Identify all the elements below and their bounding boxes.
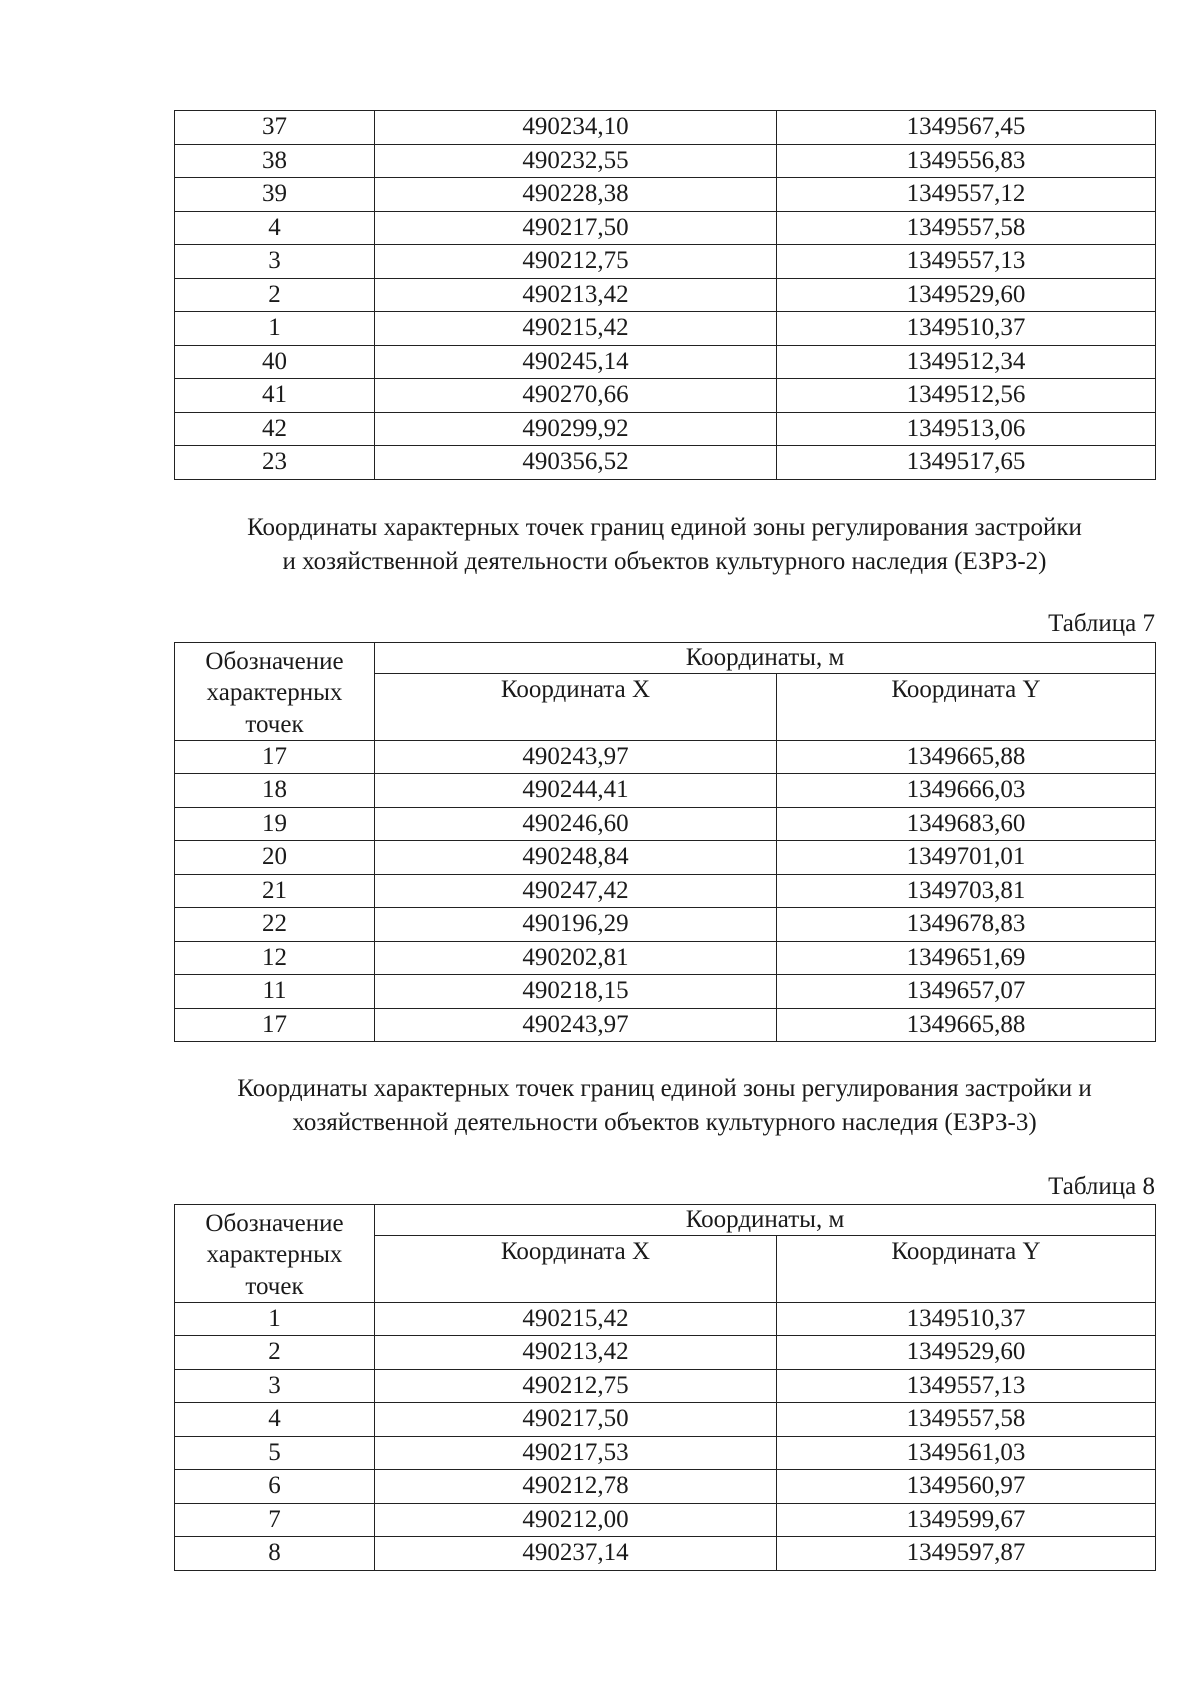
coordinate-x-cell: 490196,29: [375, 908, 777, 942]
table-row: [175, 178, 1156, 212]
coordinate-y-cell: 1349665,88: [777, 740, 1156, 774]
coordinate-x-cell: 490356,52: [375, 446, 777, 480]
table-row: [175, 1470, 1156, 1504]
point-number-cell: 17: [175, 1008, 375, 1042]
point-number-cell: 19: [175, 807, 375, 841]
header-coordinate-x: Координата X: [375, 1236, 777, 1303]
point-number-cell: 40: [175, 345, 375, 379]
coordinate-y-cell: 1349683,60: [777, 807, 1156, 841]
coordinate-x-cell: 490248,84: [375, 841, 777, 875]
coordinate-y-cell: 1349512,34: [777, 345, 1156, 379]
coordinate-x-cell: 490232,55: [375, 144, 777, 178]
header-coordinates: Координаты, м: [375, 1205, 1156, 1236]
coordinate-y-cell: 1349557,12: [777, 178, 1156, 212]
coordinate-y-cell: 1349560,97: [777, 1470, 1156, 1504]
point-number-cell: 38: [175, 144, 375, 178]
coordinate-y-cell: 1349557,58: [777, 1403, 1156, 1437]
table-row: [175, 1336, 1156, 1370]
table-row: [175, 111, 1156, 145]
coordinate-y-cell: 1349513,06: [777, 412, 1156, 446]
table-row: [175, 874, 1156, 908]
coordinate-x-cell: 490217,53: [375, 1436, 777, 1470]
coordinate-x-cell: 490212,75: [375, 1369, 777, 1403]
coordinate-y-cell: 1349657,07: [777, 975, 1156, 1009]
table-row: [175, 211, 1156, 245]
table-row: [175, 774, 1156, 808]
header-coordinate-x: Координата X: [375, 674, 777, 741]
header-coordinate-y: Координата Y: [777, 674, 1156, 741]
table-row: [175, 807, 1156, 841]
point-number-cell: 20: [175, 841, 375, 875]
table-8-label: Таблица 8: [1048, 1173, 1155, 1200]
coordinate-y-cell: 1349599,67: [777, 1503, 1156, 1537]
table-row: [175, 908, 1156, 942]
coordinate-y-cell: 1349678,83: [777, 908, 1156, 942]
table-row: [175, 841, 1156, 875]
point-number-cell: 41: [175, 379, 375, 413]
table-row: [175, 1503, 1156, 1537]
coordinate-y-cell: 1349597,87: [777, 1537, 1156, 1571]
coordinate-y-cell: 1349703,81: [777, 874, 1156, 908]
point-number-cell: 4: [175, 211, 375, 245]
coordinate-y-cell: 1349557,13: [777, 245, 1156, 279]
coordinate-x-cell: 490212,75: [375, 245, 777, 279]
coordinate-y-cell: 1349517,65: [777, 446, 1156, 480]
header-point-designation: Обозначение характерных точек: [175, 1205, 375, 1303]
coordinate-x-cell: 490245,14: [375, 345, 777, 379]
coordinate-y-cell: 1349510,37: [777, 312, 1156, 346]
coordinate-y-cell: 1349557,13: [777, 1369, 1156, 1403]
coordinate-y-cell: 1349567,45: [777, 111, 1156, 145]
coordinate-x-cell: 490246,60: [375, 807, 777, 841]
caption-line: хозяйственной деятельности объектов культурного наследия (ЕЗРЗ-3): [292, 1109, 1037, 1136]
point-number-cell: 39: [175, 178, 375, 212]
coordinate-y-cell: 1349510,37: [777, 1302, 1156, 1336]
section-8-caption: [174, 1072, 1155, 1140]
coordinate-y-cell: 1349529,60: [777, 1336, 1156, 1370]
table-row: [175, 144, 1156, 178]
coordinate-x-cell: 490202,81: [375, 941, 777, 975]
coordinate-y-cell: 1349561,03: [777, 1436, 1156, 1470]
table-row: [175, 740, 1156, 774]
table-row: [175, 312, 1156, 346]
point-number-cell: 23: [175, 446, 375, 480]
point-number-cell: 42: [175, 412, 375, 446]
coordinate-y-cell: 1349556,83: [777, 144, 1156, 178]
table-row: [175, 1403, 1156, 1437]
point-number-cell: 22: [175, 908, 375, 942]
coordinate-y-cell: 1349529,60: [777, 278, 1156, 312]
continuation-coordinates-table: [174, 110, 1156, 480]
table-row: [175, 412, 1156, 446]
table-row: [175, 1537, 1156, 1571]
table-row: [175, 345, 1156, 379]
coordinate-y-cell: 1349665,88: [777, 1008, 1156, 1042]
coordinate-x-cell: 490228,38: [375, 178, 777, 212]
coordinate-x-cell: 490244,41: [375, 774, 777, 808]
coordinate-y-cell: 1349512,56: [777, 379, 1156, 413]
coordinate-x-cell: 490243,97: [375, 740, 777, 774]
point-number-cell: 3: [175, 245, 375, 279]
point-number-cell: 37: [175, 111, 375, 145]
coordinate-x-cell: 490215,42: [375, 312, 777, 346]
point-number-cell: 17: [175, 740, 375, 774]
table-row: [175, 245, 1156, 279]
coordinate-x-cell: 490215,42: [375, 1302, 777, 1336]
point-number-cell: 11: [175, 975, 375, 1009]
coordinate-x-cell: 490212,00: [375, 1503, 777, 1537]
coordinate-x-cell: 490213,42: [375, 278, 777, 312]
point-number-cell: 2: [175, 278, 375, 312]
table-row: [175, 975, 1156, 1009]
section-7-caption: [174, 511, 1155, 579]
coordinate-y-cell: 1349666,03: [777, 774, 1156, 808]
point-number-cell: 6: [175, 1470, 375, 1504]
coordinate-y-cell: 1349651,69: [777, 941, 1156, 975]
coordinate-x-cell: 490217,50: [375, 211, 777, 245]
point-number-cell: 1: [175, 1302, 375, 1336]
point-number-cell: 7: [175, 1503, 375, 1537]
coordinate-x-cell: 490212,78: [375, 1470, 777, 1504]
table-7: [174, 642, 1156, 1042]
table-row: [175, 1436, 1156, 1470]
table-row: [175, 1302, 1156, 1336]
point-number-cell: 18: [175, 774, 375, 808]
table-row: [175, 1369, 1156, 1403]
point-number-cell: 8: [175, 1537, 375, 1571]
table-7-label: Таблица 7: [1048, 610, 1155, 637]
coordinate-x-cell: 490299,92: [375, 412, 777, 446]
coordinate-x-cell: 490213,42: [375, 1336, 777, 1370]
point-number-cell: 21: [175, 874, 375, 908]
coordinate-x-cell: 490218,15: [375, 975, 777, 1009]
table-row: [175, 1008, 1156, 1042]
table-row: [175, 379, 1156, 413]
coordinate-x-cell: 490270,66: [375, 379, 777, 413]
point-number-cell: 3: [175, 1369, 375, 1403]
coordinate-y-cell: 1349557,58: [777, 211, 1156, 245]
coordinate-x-cell: 490247,42: [375, 874, 777, 908]
header-coordinates: Координаты, м: [375, 643, 1156, 674]
point-number-cell: 4: [175, 1403, 375, 1437]
header-coordinate-y: Координата Y: [777, 1236, 1156, 1303]
coordinate-x-cell: 490237,14: [375, 1537, 777, 1571]
table-8: [174, 1204, 1156, 1571]
coordinate-x-cell: 490217,50: [375, 1403, 777, 1437]
table-row: [175, 941, 1156, 975]
caption-line: Координаты характерных точек границ единой зоны регулирования застройки: [247, 514, 1082, 541]
point-number-cell: 2: [175, 1336, 375, 1370]
coordinate-y-cell: 1349701,01: [777, 841, 1156, 875]
coordinate-x-cell: 490234,10: [375, 111, 777, 145]
table-row: [175, 278, 1156, 312]
caption-line: и хозяйственной деятельности объектов культурного наследия (ЕЗРЗ-2): [282, 548, 1047, 575]
table-row: [175, 446, 1156, 480]
caption-line: Координаты характерных точек границ единой зоны регулирования застройки и: [237, 1075, 1092, 1102]
point-number-cell: 12: [175, 941, 375, 975]
point-number-cell: 5: [175, 1436, 375, 1470]
header-point-designation: Обозначение характерных точек: [175, 643, 375, 741]
coordinate-x-cell: 490243,97: [375, 1008, 777, 1042]
point-number-cell: 1: [175, 312, 375, 346]
